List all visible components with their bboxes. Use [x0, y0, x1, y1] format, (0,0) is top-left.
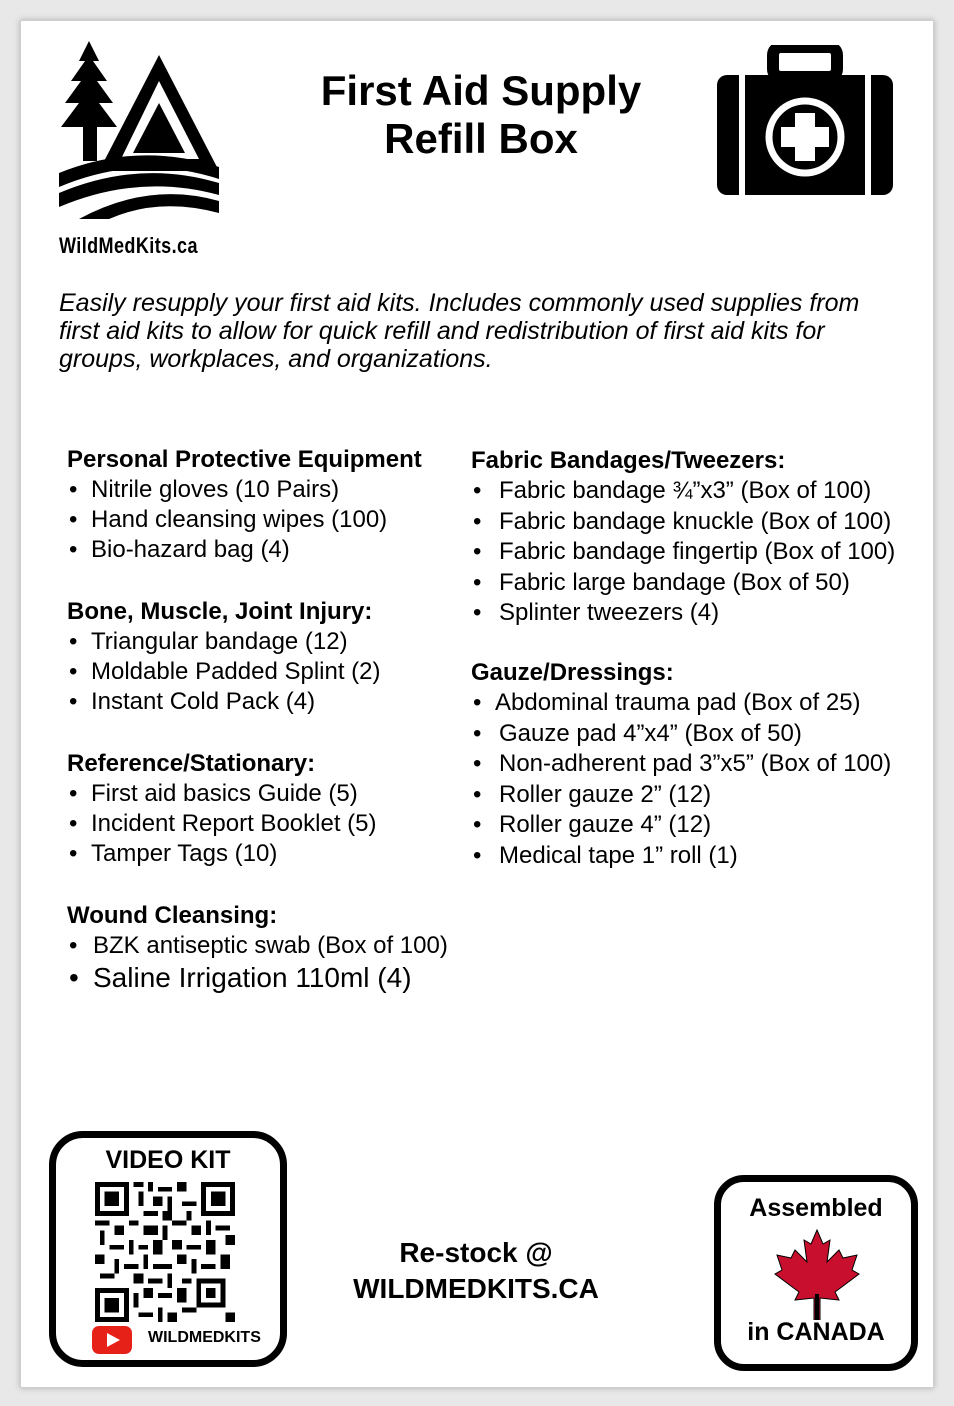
- first-aid-kit-icon: [715, 45, 895, 202]
- section-heading: Bone, Muscle, Joint Injury:: [67, 598, 373, 625]
- youtube-icon[interactable]: [92, 1326, 132, 1359]
- video-kit-title: VIDEO KIT: [105, 1146, 231, 1174]
- section-ppe: [67, 445, 422, 565]
- page-title: [271, 67, 691, 163]
- title-line-1: First Aid Supply: [320, 67, 642, 114]
- brand-name: WildMedKits.ca: [59, 233, 198, 258]
- restock-line-1: Re-stock @: [399, 1237, 553, 1268]
- product-label-card: [20, 20, 934, 1388]
- section-heading: Personal Protective Equipment: [67, 446, 422, 473]
- list-item: • Fabric bandage knuckle (Box of 100): [471, 507, 895, 538]
- section-heading: Fabric Bandages/Tweezers:: [471, 447, 786, 474]
- tree-mountain-logo-icon: [59, 41, 219, 221]
- section-wound: [67, 901, 448, 995]
- list-item: • Fabric bandage fingertip (Box of 100): [471, 537, 895, 568]
- list-item: • Bio-hazard bag (4): [67, 535, 422, 565]
- section-heading: Reference/Stationary:: [67, 750, 316, 777]
- assembled-in-canada-badge: [714, 1175, 918, 1371]
- list-item: • Abdominal trauma pad (Box of 25): [471, 688, 891, 719]
- section-reference: [67, 749, 376, 869]
- list-item: • First aid basics Guide (5): [67, 779, 376, 809]
- in-canada-label: in CANADA: [747, 1318, 885, 1346]
- list-item: • Nitrile gloves (10 Pairs): [67, 475, 422, 505]
- list-item: • Tamper Tags (10): [67, 839, 376, 869]
- list-item: • Medical tape 1” roll (1): [471, 841, 891, 872]
- list-item: • Fabric bandage ¾”x3” (Box of 100): [471, 476, 895, 507]
- section-heading: Gauze/Dressings:: [471, 659, 674, 686]
- section-fabric: [471, 446, 895, 629]
- maple-leaf-icon: [773, 1228, 861, 1325]
- video-kit-box: [49, 1131, 287, 1367]
- intro-text: Easily resupply your first aid kits. Includes commonly used supplies from first aid kits to allow for quick refill and redistribution of first aid kits for groups, workplaces, and organizations.: [59, 289, 860, 373]
- list-item: • Roller gauze 4” (12): [471, 810, 891, 841]
- list-item: • Incident Report Booklet (5): [67, 809, 376, 839]
- list-item: • Moldable Padded Splint (2): [67, 657, 381, 687]
- list-item: • Gauze pad 4”x4” (Box of 50): [471, 719, 891, 750]
- list-item: • Fabric large bandage (Box of 50): [471, 568, 895, 599]
- list-item: • Hand cleansing wipes (100): [67, 505, 422, 535]
- list-item: • Non-adherent pad 3”x5” (Box of 100): [471, 749, 891, 780]
- qr-code-icon[interactable]: [94, 1182, 236, 1327]
- section-bone: [67, 597, 381, 717]
- assembled-label: Assembled: [749, 1194, 883, 1222]
- list-item: • Saline Irrigation 110ml (4): [67, 961, 448, 995]
- list-item: • Instant Cold Pack (4): [67, 687, 381, 717]
- section-gauze: [471, 658, 891, 871]
- youtube-channel-label: WILDMEDKITS: [148, 1329, 261, 1346]
- section-heading: Wound Cleansing:: [67, 902, 278, 929]
- brand-logo: [59, 41, 219, 258]
- title-line-2: Refill Box: [384, 115, 578, 162]
- list-item: • BZK antiseptic swab (Box of 100): [67, 931, 448, 961]
- restock-url: WILDMEDKITS.CA: [353, 1273, 599, 1304]
- list-item: • Splinter tweezers (4): [471, 598, 895, 629]
- restock-text: [321, 1235, 631, 1307]
- list-item: • Roller gauze 2” (12): [471, 780, 891, 811]
- list-item: • Triangular bandage (12): [67, 627, 381, 657]
